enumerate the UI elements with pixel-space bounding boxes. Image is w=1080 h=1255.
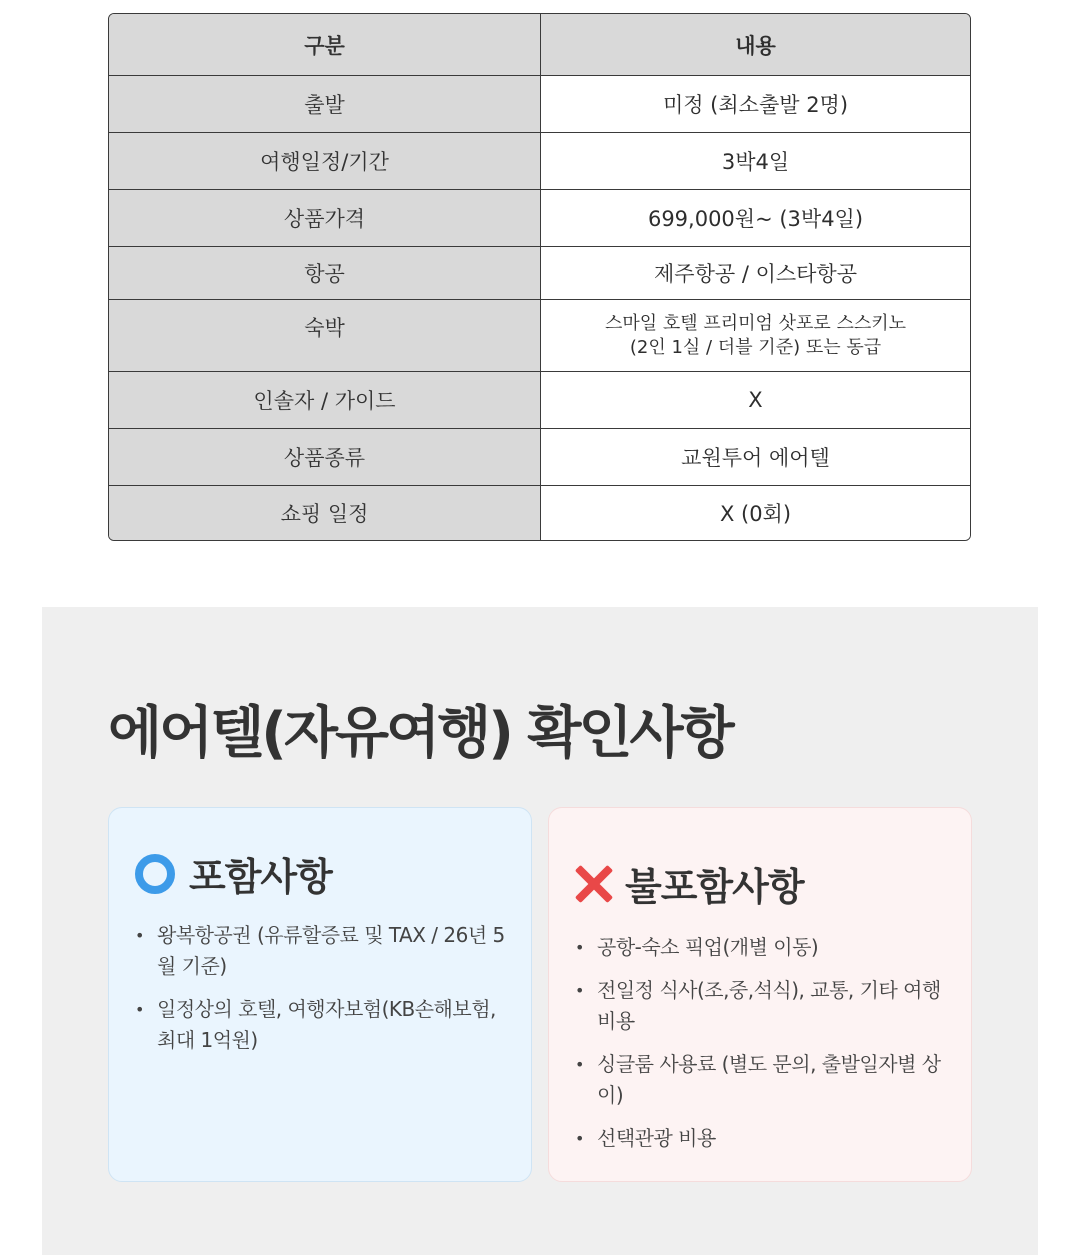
included-header — [135, 846, 332, 901]
row-value: X — [541, 372, 970, 428]
row-value: 699,000원~ (3박4일) — [541, 190, 970, 246]
excluded-title: 불포함사항 — [625, 865, 804, 909]
row-value — [541, 300, 970, 371]
included-list — [135, 920, 509, 1068]
product-info-table — [108, 13, 971, 541]
row-label: 쇼핑 일정 — [109, 486, 541, 540]
row-value: 교원투어 에어텔 — [541, 429, 970, 485]
row-value: 3박4일 — [541, 133, 970, 189]
table-row-price — [109, 189, 970, 246]
table-row-product-type — [109, 428, 970, 485]
notice-title: 에어텔(자유여행) 확인사항 — [108, 701, 732, 766]
included-title: 포함사항 — [189, 855, 332, 899]
table-row-lodging — [109, 299, 970, 371]
header-category: 구분 — [109, 14, 541, 75]
list-item: • 선택관광 비용 — [575, 1123, 949, 1154]
row-label: 상품가격 — [109, 190, 541, 246]
row-label: 여행일정/기간 — [109, 133, 541, 189]
row-label: 숙박 — [109, 300, 541, 371]
x-mark-icon — [575, 865, 613, 903]
row-label: 인솔자 / 가이드 — [109, 372, 541, 428]
list-item: • 일정상의 호텔, 여행자보험(KB손해보험, 최대 1억원) — [135, 994, 509, 1056]
list-item: • 싱글룸 사용료 (별도 문의, 출발일자별 상이) — [575, 1049, 949, 1111]
list-item: • 왕복항공권 (유류할증료 및 TAX / 26년 5월 기준) — [135, 920, 509, 982]
excluded-list — [575, 932, 949, 1166]
excluded-header — [575, 856, 804, 911]
row-label: 상품종류 — [109, 429, 541, 485]
table-row-duration — [109, 132, 970, 189]
circle-o-icon — [135, 854, 175, 894]
table-row-shopping — [109, 485, 970, 540]
row-label: 항공 — [109, 247, 541, 299]
lodging-line-1: 스마일 호텔 프리미엄 삿포로 스스키노 — [604, 312, 907, 334]
included-card — [108, 807, 532, 1182]
row-label: 출발 — [109, 76, 541, 132]
lodging-line-2: (2인 1실 / 더블 기준) 또는 동급 — [629, 336, 882, 358]
list-item: • 공항-숙소 픽업(개별 이동) — [575, 932, 949, 963]
list-item: • 전일정 식사(조,중,석식), 교통, 기타 여행 비용 — [575, 975, 949, 1037]
table-header-row — [109, 14, 970, 75]
row-value: X (0회) — [541, 486, 970, 540]
table-row-departure — [109, 75, 970, 132]
table-row-airline — [109, 246, 970, 299]
row-value: 제주항공 / 이스타항공 — [541, 247, 970, 299]
excluded-card — [548, 807, 972, 1182]
table-row-guide — [109, 371, 970, 428]
notice-section — [42, 607, 1038, 1255]
header-content: 내용 — [541, 14, 970, 75]
row-value: 미정 (최소출발 2명) — [541, 76, 970, 132]
